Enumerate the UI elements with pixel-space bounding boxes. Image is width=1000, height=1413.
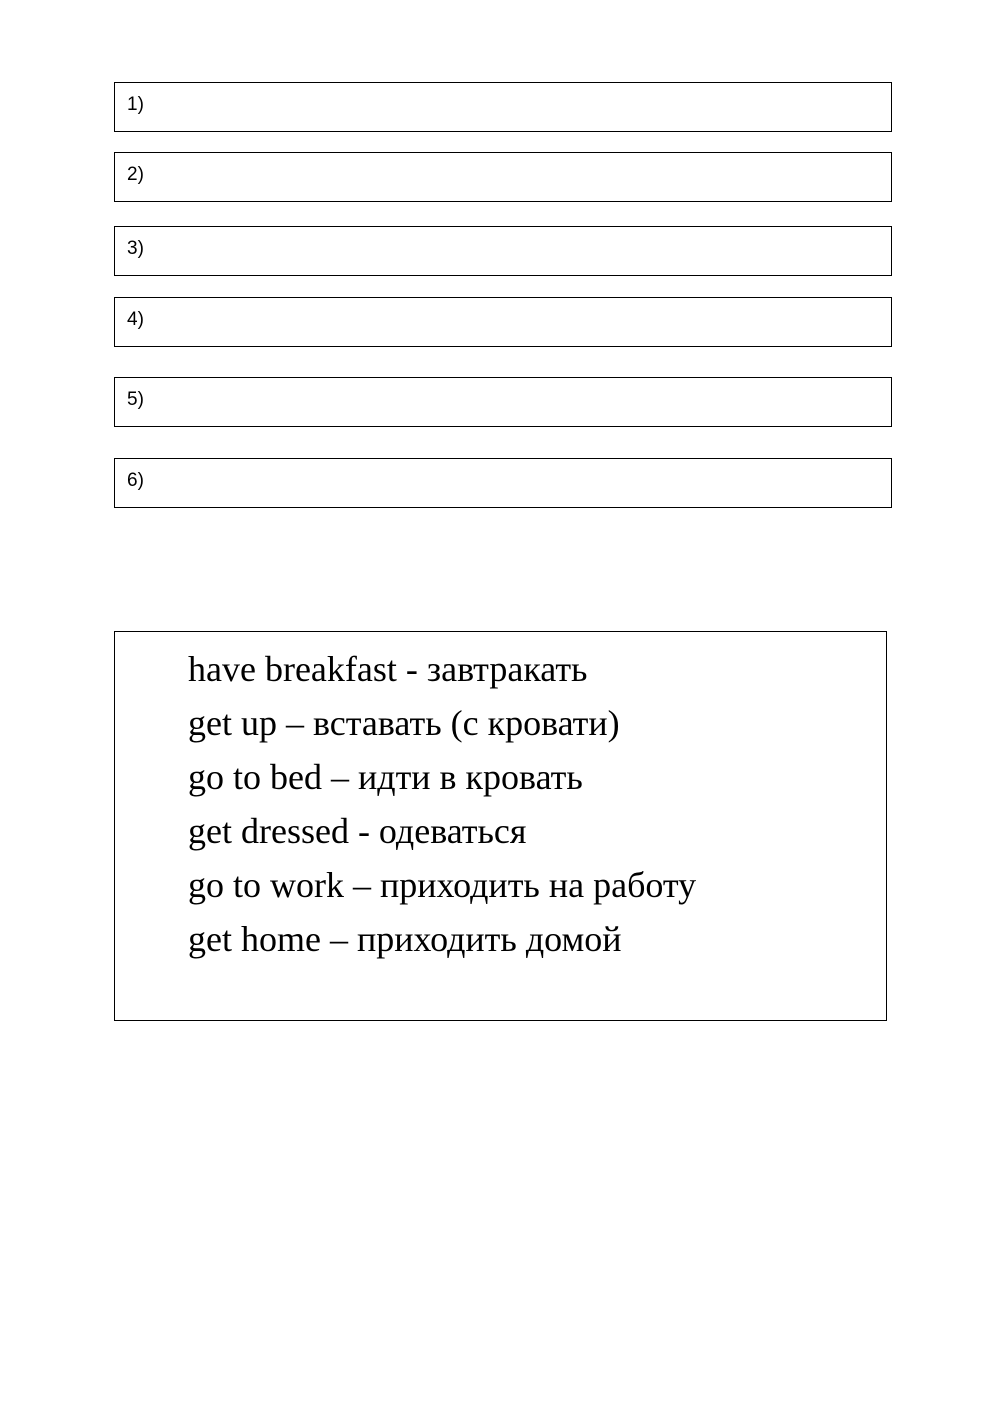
answer-box-2[interactable] xyxy=(114,152,892,202)
answer-box-6[interactable] xyxy=(114,458,892,508)
answer-box-3[interactable] xyxy=(114,226,892,276)
answer-number-3: 3) xyxy=(127,238,144,259)
answer-number-5: 5) xyxy=(127,389,144,410)
answer-box-5[interactable] xyxy=(114,377,892,427)
vocabulary-list xyxy=(188,642,696,966)
vocabulary-box xyxy=(114,631,887,1021)
answer-box-4[interactable] xyxy=(114,297,892,347)
answer-box-1[interactable] xyxy=(114,82,892,132)
vocabulary-line: get up – вставать (с кровати) xyxy=(188,703,620,743)
vocabulary-line: go to work – приходить на работу xyxy=(188,865,697,905)
vocabulary-line: get dressed - одеваться xyxy=(188,811,527,851)
answer-number-6: 6) xyxy=(127,470,144,491)
vocabulary-line: get home – приходить домой xyxy=(188,919,622,959)
answer-number-2: 2) xyxy=(127,164,144,185)
vocabulary-line: go to bed – идти в кровать xyxy=(188,757,583,797)
answer-number-4: 4) xyxy=(127,309,144,330)
vocabulary-line: have breakfast - завтракать xyxy=(188,649,588,689)
answer-number-1: 1) xyxy=(127,94,144,115)
